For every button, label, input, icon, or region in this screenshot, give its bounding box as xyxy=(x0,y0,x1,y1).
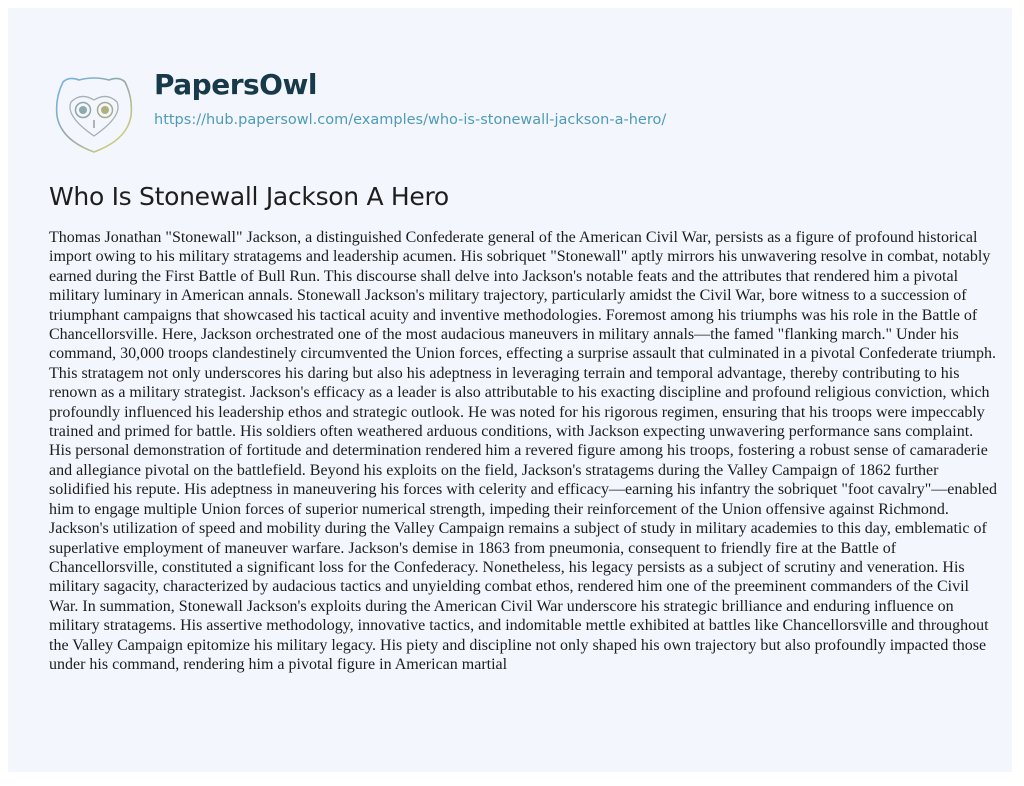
page-url-link[interactable]: https://hub.papersowl.com/examples/who-is-stonewall-jackson-a-hero/ xyxy=(154,112,667,128)
document-page xyxy=(8,8,1012,772)
brand-name[interactable]: PapersOwl xyxy=(154,68,317,101)
site-header xyxy=(8,8,1012,158)
owl-logo-icon xyxy=(51,68,137,158)
article-body: Thomas Jonathan "Stonewall" Jackson, a distinguished Confederate general of the American Civil War, persists as a figure of profound historical import owing to his military stratagems and leadership acumen. His sobriquet "Stonewall" aptly mirrors his unwavering resolve in combat, notably earned during the First Battle of Bull Run. This discourse shall delve into Jackson's notable feats and the attributes that rendered him a pivotal military luminary in American annals. Stonewall Jackson's military trajectory, particularly amidst the Civil War, bore witness to a succession of triumphant campaigns that showcased his tactical acuity and inventive methodologies. Foremost among his triumphs was his role in the Battle of Chancellorsville. Here, Jackson orchestrated one of the most audacious maneuvers in military annals—the famed "flanking march." Under his command, 30,000 troops clandestinely circumvented the Union forces, effecting a surprise assault that culminated in a pivotal Confederate triumph. This stratagem not only underscores his daring but also his adeptness in leveraging terrain and temporal advantage, thereby contributing to his renown as a military strategist. Jackson's efficacy as a leader is also attributable to his exacting discipline and profound religious conviction, which profoundly influenced his leadership ethos and strategic outlook. He was noted for his rigorous regimen, ensuring that his troops were impeccably trained and primed for battle. His soldiers often weathered arduous conditions, with Jackson expecting unwavering performance sans complaint. His personal demonstration of fortitude and determination rendered him a revered figure among his troops, fostering a robust sense of camaraderie and allegiance pivotal on the battlefield. Beyond his exploits on the field, Jackson's stratagems during the Valley Campaign of 1862 further solidified his repute. His adeptness in maneuvering his forces with celerity and efficacy—earning his infantry the sobriquet "foot cavalry"—enabled him to engage multiple Union forces of superior numerical strength, impeding their reinforcement of the Union offensive against Richmond. Jackson's utilization of speed and mobility during the Valley Campaign remains a subject of study in military academies to this day, emblematic of superlative employment of maneuver warfare. Jackson's demise in 1863 from pneumonia, consequent to friendly fire at the Battle of Chancellorsville, constituted a significant loss for the Confederacy. Nonetheless, his legacy persists as a subject of scrutiny and veneration. His military sagacity, characterized by audacious tactics and unyielding combat ethos, rendered him one of the preeminent commanders of the Civil War. In summation, Stonewall Jackson's exploits during the American Civil War underscore his strategic brilliance and enduring influence on military stratagems. His assertive methodology, innovative tactics, and indomitable mettle exhibited at battles like Chancellorsville and throughout the Valley Campaign epitomize his military legacy. His piety and discipline not only shaped his own trajectory but also profoundly impacted those under his command, rendering him a pivotal figure in American martial xyxy=(49,229,998,673)
article-title: Who Is Stonewall Jackson A Hero xyxy=(49,182,449,211)
